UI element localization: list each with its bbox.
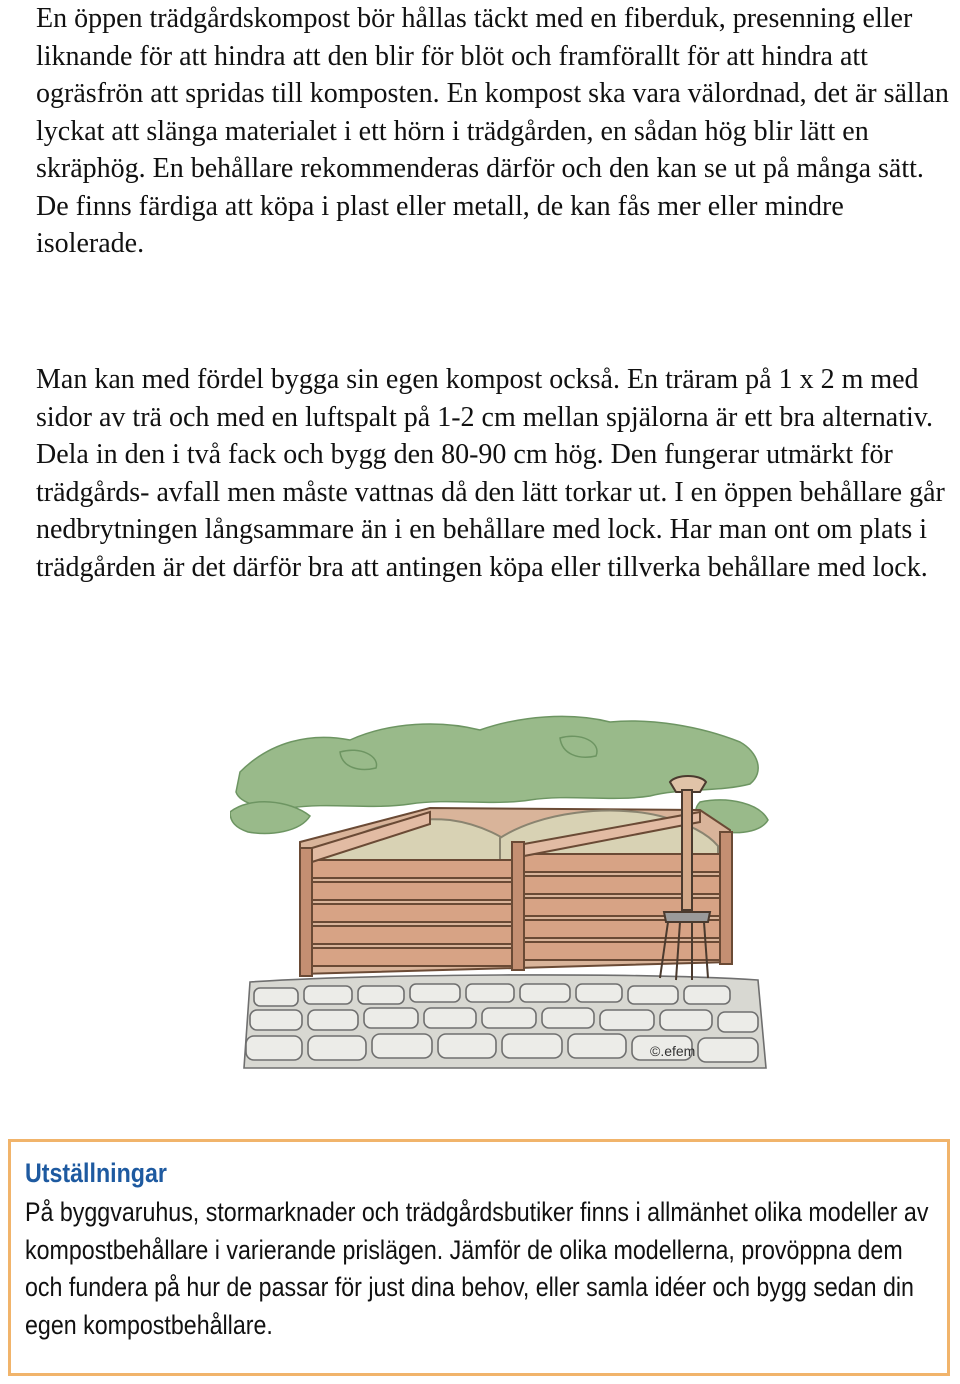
paragraph-covering-compost: En öppen trädgårdskompost bör hållas täckt med en fiberduk, presenning eller liknande för att hindra att den blir för blöt och framförallt för att hindra att ogräsfrön att spridas till komposten. En kompost ska vara välordnad, det är sällan lyckat att slänga materialet i ett hörn i trädgården, en sådan hög blir lätt en skräphög. En behållare rekommenderas därför och den kan se ut på många sätt. De finns färdiga att köpa i plast eller metall, de kan fås mer eller mindre isolerade. bbox=[36, 3, 949, 259]
info-box-title: Utställningar bbox=[25, 1158, 167, 1188]
compost-bin bbox=[300, 808, 732, 976]
illustration-signature: ©.efem bbox=[650, 1043, 696, 1059]
paragraph-build-own-compost: Man kan med fördel bygga sin egen kompost också. En träram på 1 x 2 m med sidor av trä och med en luftspalt på 1-2 cm mellan spjälorna är ett bra alternativ. Dela in den i två fack och bygg den 80-90 cm hög. Den fungerar utmärkt för trädgårds- avfall men måste vattnas då den lätt torkar ut. I en öppen behållare går nedbrytningen långsammare än i en behållare med lock. Har man ont om plats i trädgården är det därför bra att antingen köpa eller tillverka behållare med lock. bbox=[36, 364, 945, 583]
compost-bin-illustration bbox=[230, 712, 770, 1074]
info-box-body: På byggvaruhus, stormarknader och trädgårdsbutiker finns i allmänhet olika modeller av kompostbehållare i varierande prislägen. Jämför de olika modellerna, provöppna dem och fundera på hur de passar för just dina behov, eller samla idéer och bygg sedan din egen kompostbehållare. bbox=[25, 1197, 929, 1340]
info-box-exhibitions bbox=[8, 1139, 950, 1376]
